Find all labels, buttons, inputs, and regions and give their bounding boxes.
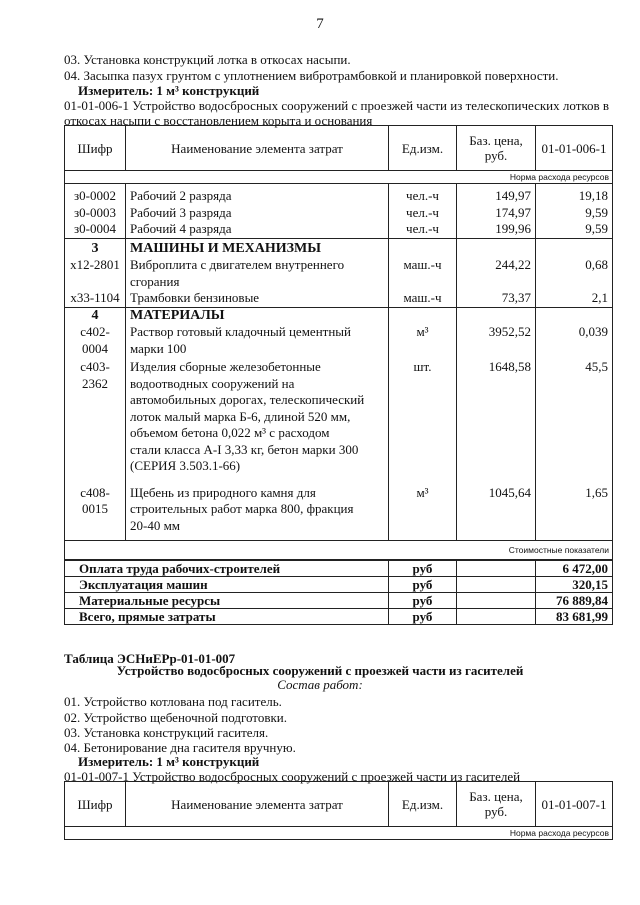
table-row [65,357,613,475]
row-unit: м³ [389,324,457,357]
summary-unit: руб [389,593,457,609]
row-price: 1045,64 [457,475,536,541]
row-code: х12-2801 [65,257,126,290]
row-unit: чел.-ч [389,205,457,222]
row-price: 149,97 [457,184,536,205]
row-qty: 0,68 [536,257,613,290]
row-code: з0-0003 [65,205,126,222]
summary-value: 76 889,84 [536,593,613,609]
work-step: 03. Установка конструкций лотка в откосах насыпи. [64,52,351,67]
header-code: Шифр [65,782,126,827]
header-norm-code: 01-01-007-1 [536,782,613,827]
summary-value: 83 681,99 [536,609,613,625]
row-code: х33-1104 [65,290,126,307]
row-unit: маш.-ч [389,257,457,290]
row-price: 199,96 [457,221,536,238]
summary-unit: руб [389,609,457,625]
summary-unit: руб [389,577,457,593]
header-norm-code: 01-01-006-1 [536,126,613,171]
header-price: Баз. цена, руб. [457,782,536,827]
header-code: Шифр [65,126,126,171]
table-row [65,257,613,290]
table-row [65,221,613,238]
summary-value: 6 472,00 [536,560,613,577]
row-name: Виброплита с двигателем внутреннего сгорания [126,257,389,290]
table-row [65,184,613,205]
row-name: Изделия сборные железобетонные водоотводных сооружений на автомобильных дорогах, телескопический лоток малый марка Б-6, длиной 520 мм, объемом бетона 0,022 м³ с расходом стали класса А-I 3,33 кг, бетон марки 300 (СЕРИЯ 3.503.1-66) [126,357,389,475]
row-price: 174,97 [457,205,536,222]
summary-name: Всего, прямые затраты [65,609,389,625]
table-header [65,126,613,171]
row-unit: маш.-ч [389,290,457,307]
norm-label-row [65,827,613,840]
row-name: Раствор готовый кладочный цементный марки 100 [126,324,389,357]
resource-table-1 [64,125,613,625]
section-header-row [65,307,613,324]
summary-row [65,593,613,609]
row-qty: 2,1 [536,290,613,307]
norm-title: 01-01-006-1 Устройство водосбросных сооружений с проезжей части из телескопических лотков в [64,98,610,113]
row-qty: 45,5 [536,357,613,475]
row-code: с402-0004 [65,324,126,357]
row-price: 244,22 [457,257,536,290]
work-step: 03. Установка конструкций гасителя. [64,725,269,740]
section-header-row [65,238,613,257]
summary-row [65,609,613,625]
work-step: 04. Бетонирование дна гасителя вручную. [64,740,296,755]
table-row [65,205,613,222]
row-unit: чел.-ч [389,184,457,205]
row-name: Рабочий 4 разряда [126,221,389,238]
row-unit: чел.-ч [389,221,457,238]
row-price: 3952,52 [457,324,536,357]
row-qty: 0,039 [536,324,613,357]
page-number: 7 [316,16,324,32]
row-code: з0-0002 [65,184,126,205]
norm-label: Норма расхода ресурсов [65,171,613,184]
cost-label: Стоимостные показатели [65,541,613,561]
row-qty: 9,59 [536,205,613,222]
section-number: 4 [65,307,126,324]
norm-label: Норма расхода ресурсов [65,827,613,840]
header-unit: Ед.изм. [389,126,457,171]
row-unit: шт. [389,357,457,475]
summary-name: Оплата труда рабочих-строителей [65,560,389,577]
measure-unit: Измеритель: 1 м³ конструкций [78,83,260,98]
table-row [65,475,613,541]
summary-row [65,577,613,593]
resource-table-2 [64,781,613,840]
row-code: с408-0015 [65,475,126,541]
row-qty: 19,18 [536,184,613,205]
row-qty: 1,65 [536,475,613,541]
work-step: 04. Засыпка пазух грунтом с уплотнением вибротрамбовкой и планировкой поверхности. [64,68,559,83]
norm-title-cont: откосах насыпи с восстановлением корыта и основания [64,113,373,128]
row-name: Рабочий 3 разряда [126,205,389,222]
row-price: 73,37 [457,290,536,307]
summary-name: Материальные ресурсы [65,593,389,609]
row-name: Щебень из природного камня для строительных работ марка 800, фракция 20-40 мм [126,475,389,541]
summary-value: 320,15 [536,577,613,593]
row-unit: м³ [389,475,457,541]
row-price: 1648,58 [457,357,536,475]
summary-row [65,560,613,577]
section-number: 3 [65,238,126,257]
composition-heading: Состав работ: [277,677,363,692]
work-step: 02. Устройство щебеночной подготовки. [64,710,287,725]
row-qty: 9,59 [536,221,613,238]
norm-title: 01-01-007-1 Устройство водосбросных сооружений с проезжей части из гасителей [64,769,521,784]
table-title: Устройство водосбросных сооружений с проезжей части из гасителей [116,663,524,678]
measure-unit: Измеритель: 1 м³ конструкций [78,754,260,769]
header-unit: Ед.изм. [389,782,457,827]
table-row [65,290,613,307]
section-title: МАТЕРИАЛЫ [126,307,389,324]
cost-label-row [65,541,613,561]
summary-unit: руб [389,560,457,577]
header-name: Наименование элемента затрат [126,782,389,827]
row-name: Трамбовки бензиновые [126,290,389,307]
row-name: Рабочий 2 разряда [126,184,389,205]
table-label: Таблица ЭСНиЕРр-01-01-007 [64,651,236,666]
header-name: Наименование элемента затрат [126,126,389,171]
summary-name: Эксплуатация машин [65,577,389,593]
section-title: МАШИНЫ И МЕХАНИЗМЫ [126,238,389,257]
work-step: 01. Устройство котлована под гаситель. [64,694,282,709]
table-header [65,782,613,827]
header-price: Баз. цена, руб. [457,126,536,171]
table-row [65,324,613,357]
row-code: с403-2362 [65,357,126,475]
row-code: з0-0004 [65,221,126,238]
norm-label-row [65,171,613,184]
